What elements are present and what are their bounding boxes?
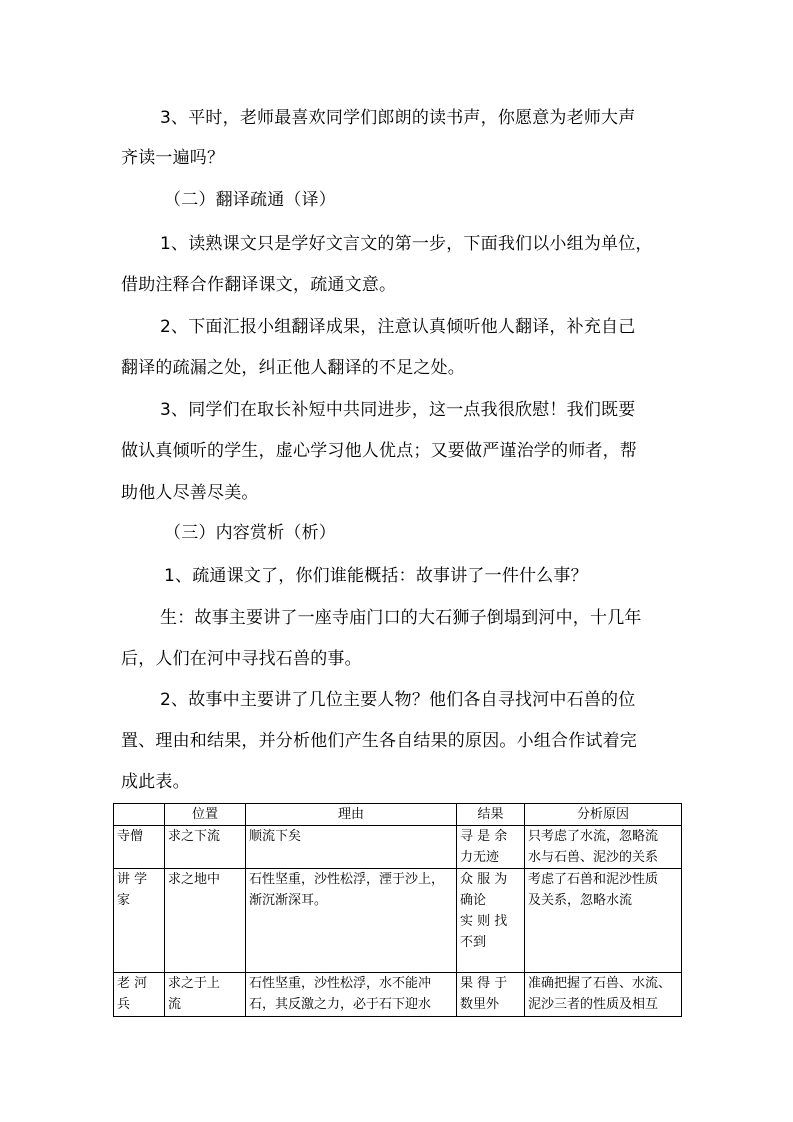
- paragraph-line: 2、故事中主要讲了几位主要人物？他们各自寻找河中石兽的位: [160, 690, 636, 710]
- paragraph-line: 做认真倾听的学生，虚心学习他人优点；又要做严谨治学的师者，帮: [121, 441, 637, 461]
- paragraph-line: 后，人们在河中寻找石兽的事。: [121, 649, 362, 669]
- table-cell: 众 服 为 确论 实 则 找 不到: [457, 869, 525, 973]
- table-header-cell: 理由: [246, 804, 457, 826]
- table-header-row: [114, 804, 682, 826]
- section-heading: （三）内容赏析（析）: [164, 523, 336, 543]
- table-cell: 求之于上 流: [165, 973, 246, 1017]
- table-cell: 寻 是 余 力无迹: [457, 826, 525, 869]
- table-cell: 考虑了石兽和泥沙性质 及关系，忽略水流: [525, 869, 682, 973]
- table-row: [114, 973, 682, 1017]
- table-header-cell: 位置: [165, 804, 246, 826]
- table-cell: 准确把握了石兽、水流、 泥沙三者的性质及相互: [525, 973, 682, 1017]
- section-heading: （二）翻译疏通（译）: [164, 190, 336, 210]
- table-cell: 讲 学 家: [114, 869, 165, 973]
- table-cell: 石性坚重，沙性松浮，水不能冲 石，其反激之力，必于石下迎水: [246, 973, 457, 1017]
- paragraph-line: 成此表。: [121, 772, 190, 792]
- table-row: [114, 826, 682, 869]
- paragraph-line: 置、理由和结果，并分析他们产生各自结果的原因。小组合作试着完: [121, 731, 637, 751]
- table-cell: 顺流下矣: [246, 826, 457, 869]
- table-cell: 求之地中: [165, 869, 246, 973]
- table-cell: 石性坚重，沙性松浮，湮于沙上， 渐沉渐深耳。: [246, 869, 457, 973]
- paragraph-line: 1、读熟课文只是学好文言文的第一步，下面我们以小组为单位，: [160, 234, 653, 254]
- table-header-cell: 结果: [457, 804, 525, 826]
- table-header-cell: 分析原因: [525, 804, 682, 826]
- table-cell: 果 得 于 数里外: [457, 973, 525, 1017]
- table-cell: 求之下流: [165, 826, 246, 869]
- paragraph-line: 生：故事主要讲了一座寺庙门口的大石狮子倒塌到河中，十几年: [160, 608, 642, 628]
- paragraph-line: 1、疏通课文了，你们谁能概括：故事讲了一件什么事？: [164, 566, 588, 586]
- paragraph-line: 借助注释合作翻译课文，疏通文意。: [121, 275, 397, 295]
- table-header-cell: [114, 804, 165, 826]
- analysis-table: [113, 803, 682, 1017]
- paragraph-line: 3、同学们在取长补短中共同进步，这一点我很欣慰！我们既要: [160, 400, 636, 420]
- table-cell: 老 河 兵: [114, 973, 165, 1017]
- paragraph-line: 2、下面汇报小组翻译成果，注意认真倾听他人翻译，补充自己: [160, 317, 636, 337]
- table-row: [114, 869, 682, 973]
- paragraph-line: 翻译的疏漏之处，纠正他人翻译的不足之处。: [121, 358, 465, 378]
- table-cell: 只考虑了水流，忽略流 水与石兽、泥沙的关系: [525, 826, 682, 869]
- paragraph-line: 助他人尽善尽美。: [121, 483, 259, 503]
- paragraph-line: 齐读一遍吗？: [121, 148, 225, 168]
- table-cell: 寺僧: [114, 826, 165, 869]
- paragraph-line: 3、平时，老师最喜欢同学们郎朗的读书声，你愿意为老师大声: [160, 108, 636, 128]
